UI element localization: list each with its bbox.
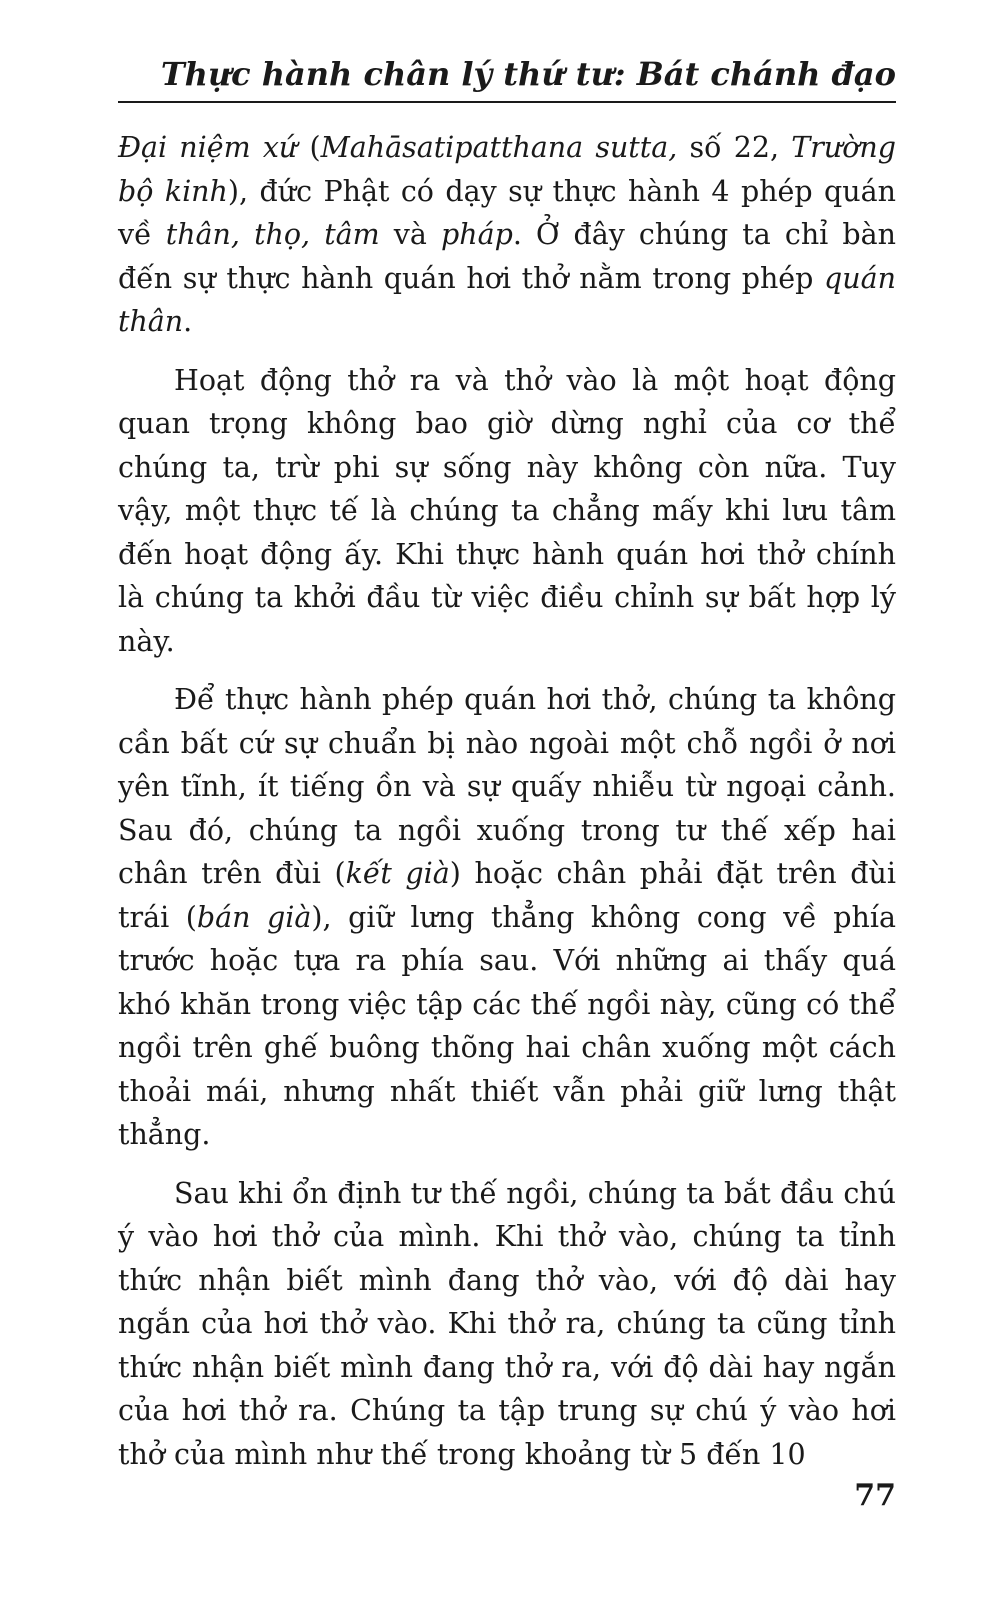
text-run: số 22, — [677, 131, 792, 164]
text-run: Hoạt động thở ra và thở vào là một hoạt động quan trọng không bao giờ dừng nghỉ của cơ thể chúng ta, trừ phi sự sống này không còn nữa. Tuy vậy, một thực tế là chúng ta chẳng mấy khi lưu tâm đến hoạt động ấy. Khi thực hành quán hơi thở chính là chúng ta khởi đầu từ việc điều chỉnh sự bất hợp lý này. — [118, 363, 896, 658]
text-run: ( — [297, 131, 321, 164]
text-run: . Ở đây chúng ta chỉ bàn đến sự thực hành quán hơi thở nằm trong phép — [118, 218, 896, 295]
paragraph-2 — [118, 359, 896, 664]
text-run: Sau khi ổn định tư thế ngồi, chúng ta bắt đầu chú ý vào hơi thở của mình. Khi thở vào, chúng ta tỉnh thức nhận biết mình đang thở vào, với độ dài hay ngắn của hơi thở vào. Khi thở ra, chúng ta cũng tỉnh thức nhận biết mình đang thở ra, với độ dài hay ngắn của hơi thở ra. Chúng ta tập trung sự chú ý vào hơi thở của mình như thế trong khoảng từ 5 đến 10 — [118, 1176, 896, 1471]
text-run: và — [379, 218, 441, 251]
text-run: ) hoặc chân phải đặt trên đùi trái ( — [118, 857, 896, 934]
text-run: ), giữ lưng thẳng không cong về phía trước hoặc tựa ra phía sau. Với những ai thấy quá khó khăn trong việc tập các thế ngồi này, cũng có thể ngồi trên ghế buông thõng hai chân xuống một cách thoải mái, nhưng nhất thiết vẫn phải giữ lưng thật thẳng. — [118, 900, 896, 1151]
header-rule — [118, 101, 896, 103]
paragraph-3 — [118, 678, 896, 1157]
italic-run: kết già — [345, 857, 450, 890]
italic-run: thân, thọ, tâm — [165, 218, 380, 251]
italic-run: quán thân — [118, 261, 896, 338]
body-text — [118, 126, 896, 1491]
paragraph-1 — [118, 126, 896, 344]
text-run: Để thực hành phép quán hơi thở, chúng ta không cần bất cứ sự chuẩn bị nào ngoài một chỗ ngồi ở nơi yên tĩnh, ít tiếng ồn và sự quấy nhiễu từ ngoại cảnh. Sau đó, chúng ta ngồi xuống trong tư thế xếp hai chân trên đùi ( — [118, 683, 896, 890]
running-header: Thực hành chân lý thứ tư: Bát chánh đạo — [160, 55, 896, 93]
book-page — [118, 0, 896, 1600]
italic-run: Mahāsatipatthana sutta, — [320, 131, 678, 164]
text-run: . — [183, 305, 193, 338]
paragraph-4 — [118, 1172, 896, 1477]
page-number: 77 — [854, 1478, 896, 1513]
italic-run: bán già — [196, 900, 312, 934]
italic-run: pháp — [441, 218, 513, 251]
text-run: ), đức Phật có dạy sự thực hành 4 phép quán về — [118, 174, 897, 251]
italic-run: Đại niệm xứ — [118, 131, 298, 164]
italic-run: Trường bộ kinh — [118, 131, 896, 208]
